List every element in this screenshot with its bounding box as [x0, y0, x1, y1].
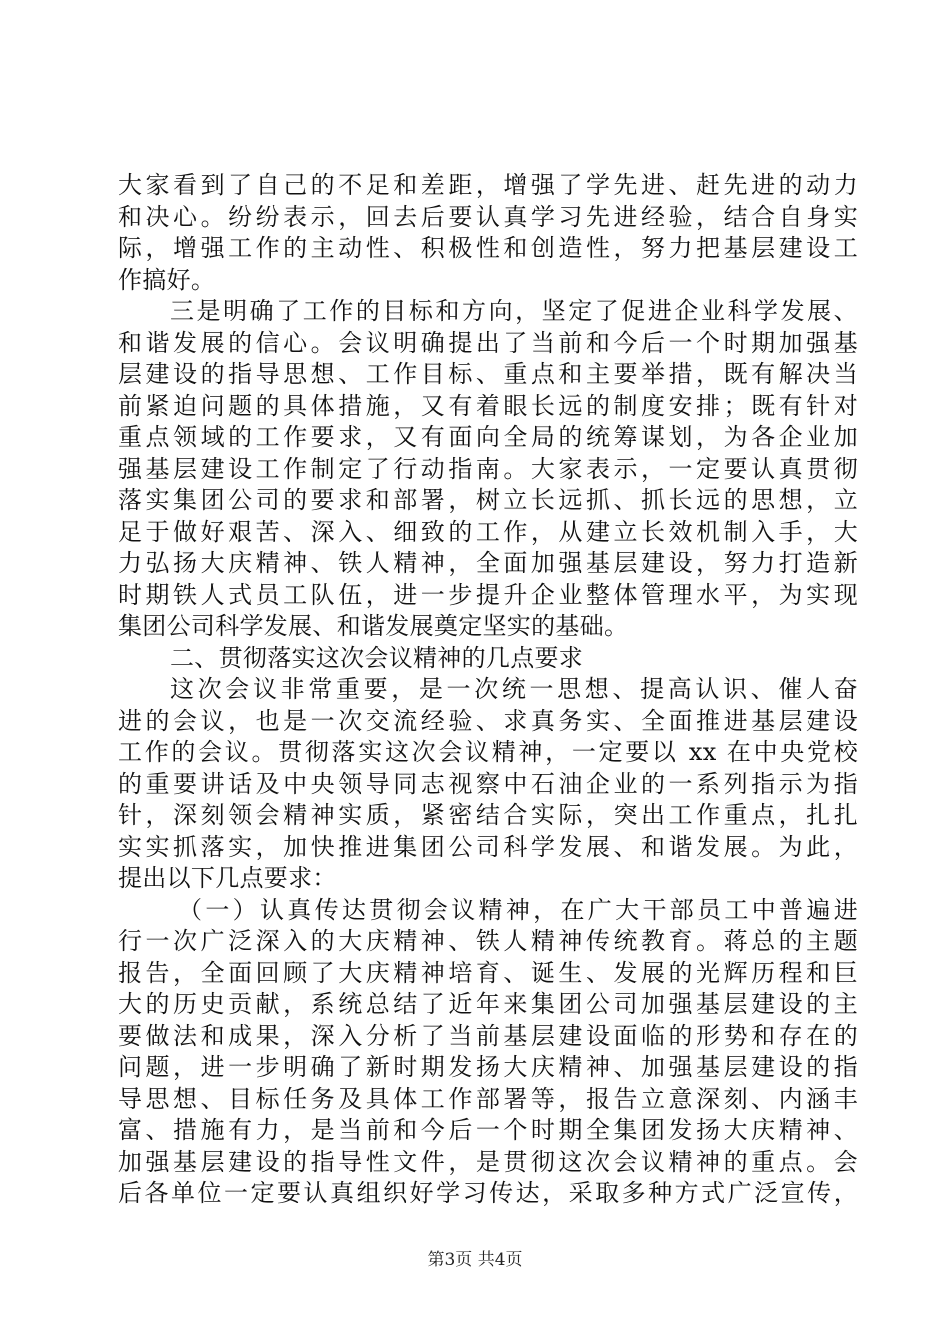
- text-line: 作搞好。: [118, 265, 216, 294]
- text-line: 后各单位一定要认真组织好学习传达，采取多种方式广泛宣传，: [118, 1179, 858, 1207]
- text-line: 集团公司科学发展、和谐发展奠定坚实的基础。: [118, 612, 629, 640]
- text-line: 进的会议，也是一次交流经验、求真务实、全面推进基层建设: [118, 706, 858, 735]
- text-line: 工作的会议。贯彻落实这次会议精神，一定要以 xx 在中央党校: [118, 738, 858, 766]
- paragraph-start-line: 三是明确了工作的目标和方向，坚定了促进企业科学发展、: [170, 297, 858, 325]
- text-line: 报告，全面回顾了大庆精神培育、诞生、发展的光辉历程和巨: [118, 958, 858, 987]
- text-line: 要做法和成果，深入分析了当前基层建设面临的形势和存在的: [118, 1021, 858, 1050]
- text-line: 强基层建设工作制定了行动指南。大家表示，一定要认真贯彻: [118, 454, 858, 483]
- text-line: 和谐发展的信心。会议明确提出了当前和今后一个时期加强基: [118, 328, 858, 357]
- text-line: 际，增强工作的主动性、积极性和创造性，努力把基层建设工: [118, 234, 858, 262]
- text-line: 落实集团公司的要求和部署，树立长远抓、抓长远的思想，立: [118, 486, 858, 514]
- text-line: 针，深刻领会精神实质，紧密结合实际，突出工作重点，扎扎: [118, 801, 858, 829]
- text-line: 大家看到了自己的不足和差距，增强了学先进、赶先进的动力: [118, 171, 858, 199]
- page-number: 第3页 共4页: [427, 1250, 523, 1270]
- text-line: 前紧迫问题的具体措施，又有着眼长远的制度安排；既有针对: [118, 391, 858, 420]
- text-line: 富、措施有力，是当前和今后一个时期全集团发扬大庆精神、: [118, 1116, 858, 1144]
- text-line: 实实抓落实，加快推进集团公司科学发展、和谐发展。为此，: [118, 832, 858, 861]
- text-line: 时期铁人式员工队伍，进一步提升企业整体管理水平，为实现: [118, 580, 858, 609]
- page-footer: [0, 1248, 950, 1272]
- body-text: [118, 170, 858, 1210]
- text-line: 和决心。纷纷表示，回去后要认真学习先进经验，结合自身实: [118, 202, 858, 231]
- text-line: 行一次广泛深入的大庆精神、铁人精神传统教育。蒋总的主题: [118, 927, 858, 955]
- text-line: 导思想、目标任务及具体工作部署等，报告立意深刻、内涵丰: [118, 1084, 858, 1113]
- text-line: 大的历史贡献，系统总结了近年来集团公司加强基层建设的主: [118, 990, 858, 1018]
- text-line: 加强基层建设的指导性文件，是贯彻这次会议精神的重点。会: [118, 1147, 858, 1176]
- paragraph-start-line: 这次会议非常重要，是一次统一思想、提高认识、催人奋: [170, 675, 858, 703]
- text-line: 层建设的指导思想、工作目标、重点和主要举措，既有解决当: [118, 360, 858, 388]
- text-line: 力弘扬大庆精神、铁人精神，全面加强基层建设，努力打造新: [118, 549, 858, 577]
- text-line: 足于做好艰苦、深入、细致的工作，从建立长效机制入手，大: [118, 517, 858, 546]
- text-line: 问题，进一步明确了新时期发扬大庆精神、加强基层建设的指: [118, 1053, 858, 1081]
- text-line: 的重要讲话及中央领导同志视察中石油企业的一系列指示为指: [118, 769, 858, 798]
- text-line: 提出以下几点要求：: [118, 864, 337, 892]
- section-heading: 二、贯彻落实这次会议精神的几点要求: [170, 643, 584, 672]
- text-line: 重点领域的工作要求，又有面向全局的统筹谋划，为各企业加: [118, 423, 858, 451]
- subsection-heading-line: （一）认真传达贯彻会议精神，在广大干部员工中普遍进: [178, 895, 858, 924]
